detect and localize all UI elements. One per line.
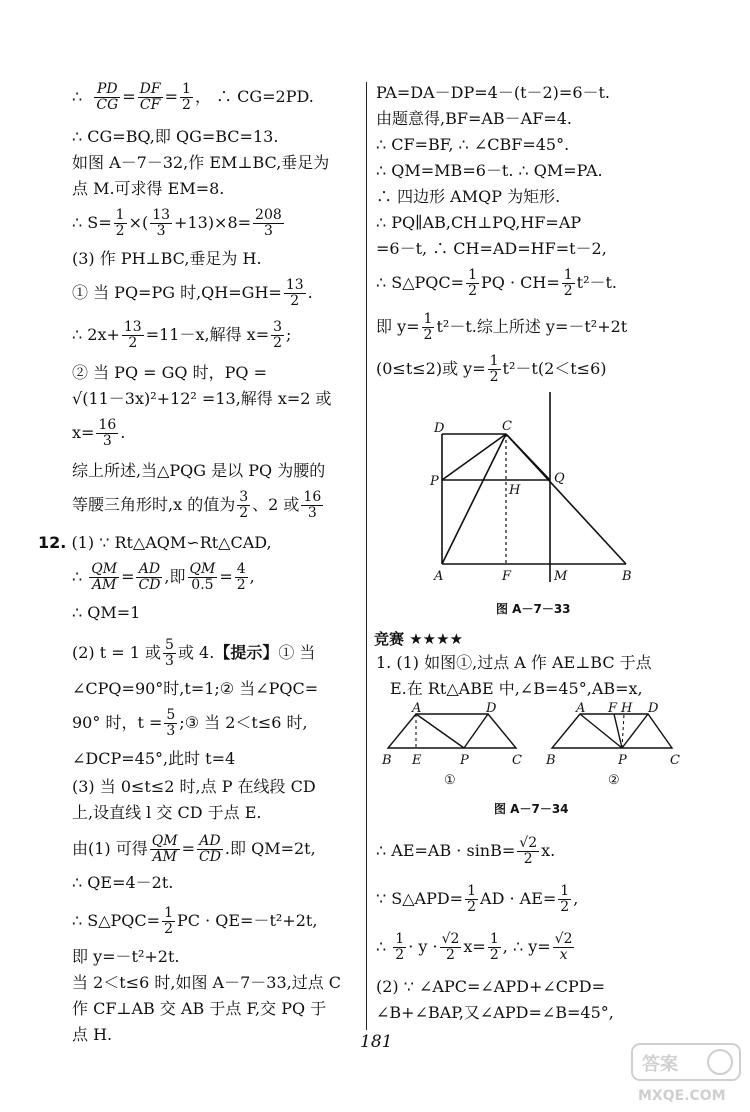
line: 90° 时，t = $\frac{5}{3}$ ;③ 当 2＜t≤6 时, bbox=[72, 707, 308, 739]
figure-a-7-34 bbox=[376, 702, 696, 792]
line: ∴ CG=BQ,即 QG=BC=13. bbox=[72, 127, 279, 146]
label-H: H bbox=[509, 483, 521, 498]
line: 由题意得,BF=AB－AF=4. bbox=[376, 109, 572, 128]
column-divider bbox=[366, 82, 367, 1030]
line: ∴ QE=4－2t. bbox=[72, 873, 174, 892]
line: ② 当 PQ = GQ 时，PQ = bbox=[72, 363, 267, 382]
subfigure-label-1: ① bbox=[444, 773, 456, 788]
line: ∴ S△PQC= $\frac{1}{2}$ PQ · CH= $\frac{1}{2}$ t²－t. bbox=[376, 267, 618, 299]
segment-AP-1 bbox=[416, 714, 464, 748]
trapezoid-1 bbox=[388, 714, 516, 748]
line: ∠B+∠BAP,又∠APD=∠B=45°, bbox=[376, 1003, 614, 1022]
label-B-2: B bbox=[546, 753, 556, 768]
figure-a-7-33 bbox=[420, 392, 690, 592]
line: ∴ $\frac{QM}{AM}$ = $\frac{AD}{CD}$ ,即 $\frac{QM}{0.5}$ = $\frac{4}{2}$ , bbox=[72, 561, 255, 593]
line: ∴ $\frac{1}{2}$ · y · $\frac{√2}{2}$ x= $\frac{1}{2}$ , ∴ y= $\frac{√2}{x}$ bbox=[376, 931, 573, 963]
segment-CA bbox=[442, 434, 506, 564]
line: ∴ 四边形 AMQP 为矩形. bbox=[376, 187, 561, 206]
fraction: $\frac{PD}{CG}$ bbox=[96, 81, 119, 113]
label-P: P bbox=[430, 474, 439, 489]
label-Q: Q bbox=[554, 471, 565, 486]
segment-CQ bbox=[506, 434, 550, 480]
label-F: F bbox=[502, 569, 512, 584]
line: √(11－3x)²+12² =13,解得 x=2 或 bbox=[72, 389, 332, 408]
line: ∠CPQ=90°时,t=1;② 当∠PQC= bbox=[72, 679, 319, 698]
label-H-2: H bbox=[621, 702, 633, 716]
line: ∵ S△APD= $\frac{1}{2}$ AD · AE= $\frac{1}{2}$ , bbox=[376, 883, 579, 915]
line: 点 H. bbox=[72, 1025, 113, 1044]
figure-caption: 图 A－7－34 bbox=[494, 802, 569, 816]
line: 即 y=－t²+2t. bbox=[72, 947, 180, 966]
label-C: C bbox=[502, 419, 512, 434]
line: 点 M.可求得 EM=8. bbox=[72, 179, 225, 198]
line: (2) ∵ ∠APC=∠APD+∠CPD= bbox=[376, 977, 605, 996]
line: ∴ S= $\frac{1}{2}$ ×( $\frac{13}{3}$ +13)×8= $\frac{208}{3}$ bbox=[72, 207, 282, 239]
line: ∠DCP=45°,此时 t=4 bbox=[72, 749, 236, 768]
label-D: D bbox=[434, 421, 445, 436]
figure-caption: 图 A－7－33 bbox=[496, 602, 571, 616]
svg-text:答案: 答案 bbox=[642, 1054, 678, 1075]
segment-CP bbox=[442, 434, 506, 480]
page-number: 181 bbox=[360, 1032, 393, 1052]
line: 等腰三角形时,x 的值为 $\frac{3}{2}$ 、2 或 $\frac{16}{3}$ bbox=[72, 489, 322, 521]
label-M: M bbox=[554, 569, 568, 584]
line: ∴ $\frac{PD}{CG}$ = $\frac{DF}{CF}$ = $\frac{1}{2}$ ， ∴ CG=2PD. bbox=[72, 81, 314, 113]
segment-PD-1 bbox=[464, 714, 488, 748]
line: ① 当 PQ=PG 时,QH=GH= $\frac{13}{2}$ . bbox=[72, 277, 313, 309]
line: (3) 当 0≤t≤2 时,点 P 在线段 CD bbox=[72, 777, 316, 796]
section-heading: 竞赛 ★★★★ bbox=[374, 630, 464, 648]
line: ∴ CF=BF, ∴ ∠CBF=45°. bbox=[376, 135, 570, 154]
line: 上,设直线 l 交 CD 于点 E. bbox=[72, 803, 262, 822]
subfigure-label-2: ② bbox=[608, 773, 620, 788]
fraction: $\frac{DF}{CF}$ bbox=[139, 81, 161, 113]
line: 12. (1) ∵ Rt△AQM∽Rt△CAD, bbox=[38, 533, 272, 552]
line: 当 2＜t≤6 时,如图 A－7－33,过点 C bbox=[72, 973, 342, 992]
label-A: A bbox=[434, 569, 444, 584]
line: ∴ PQ∥AB,CH⊥PQ,HF=AP bbox=[376, 213, 582, 232]
label-C-2: C bbox=[670, 753, 680, 768]
line: ∴ QM=MB=6－t. ∴ QM=PA. bbox=[376, 161, 603, 180]
label-A-2: A bbox=[576, 702, 586, 716]
line: 如图 A－7－32,作 EM⊥BC,垂足为 bbox=[72, 153, 330, 172]
line: =6－t, ∴ CH=AD=HF=t－2, bbox=[376, 239, 607, 258]
label-E-1: E bbox=[412, 753, 422, 768]
line: 作 CF⊥AB 交 AB 于点 F,交 PQ 于 bbox=[72, 999, 327, 1018]
line: E.在 Rt△ABE 中,∠B=45°,AB=x, bbox=[390, 679, 643, 698]
fraction: $\frac{1}{2}$ bbox=[182, 81, 191, 113]
line: ∴ AE=AB · sinB= $\frac{√2}{2}$ x. bbox=[376, 835, 556, 867]
segment-PH-2 bbox=[622, 714, 624, 748]
label-B-1: B bbox=[382, 753, 392, 768]
line: (3) 作 PH⊥BC,垂足为 H. bbox=[72, 249, 262, 268]
line: 由(1) 可得 $\frac{QM}{AM}$ = $\frac{AD}{CD}$ .即 QM=2t, bbox=[72, 833, 316, 865]
segment-PD-2 bbox=[622, 714, 648, 748]
line: ∴ 2x+ $\frac{13}{2}$ =11－x,解得 x= $\frac{3}{2}$ ; bbox=[72, 319, 292, 351]
line: PA=DA－DP=4－(t－2)=6－t. bbox=[376, 83, 611, 102]
svg-text:MXQE.COM: MXQE.COM bbox=[638, 1088, 726, 1104]
line: 综上所述,当△PQG 是以 PQ 为腰的 bbox=[72, 461, 326, 480]
label-A-1: A bbox=[412, 702, 422, 716]
line: x= $\frac{16}{3}$ . bbox=[72, 417, 126, 449]
line: (0≤t≤2)或 y= $\frac{1}{2}$ t²－t(2＜t≤6) bbox=[376, 353, 607, 385]
label-F-2: F bbox=[608, 702, 618, 716]
line: ∴ S△PQC= $\frac{1}{2}$ PC · QE=－t²+2t, bbox=[72, 905, 318, 937]
label-P-2: P bbox=[618, 753, 627, 768]
trapezoid-2 bbox=[552, 714, 672, 748]
label-D-1: D bbox=[486, 702, 497, 716]
line: (2) t = 1 或 $\frac{5}{3}$ 或 4.【提示】① 当 bbox=[72, 637, 316, 669]
line: 1. (1) 如图①,过点 A 作 AE⊥BC 于点 bbox=[376, 653, 652, 672]
watermark-logo bbox=[628, 1038, 744, 1106]
line: ∴ QM=1 bbox=[72, 603, 141, 622]
line: 即 y= $\frac{1}{2}$ t²－t.综上所述 y=－t²+2t bbox=[376, 311, 628, 343]
label-P-1: P bbox=[460, 753, 469, 768]
label-B: B bbox=[622, 569, 632, 584]
label-C-1: C bbox=[512, 753, 522, 768]
label-D-2: D bbox=[648, 702, 659, 716]
